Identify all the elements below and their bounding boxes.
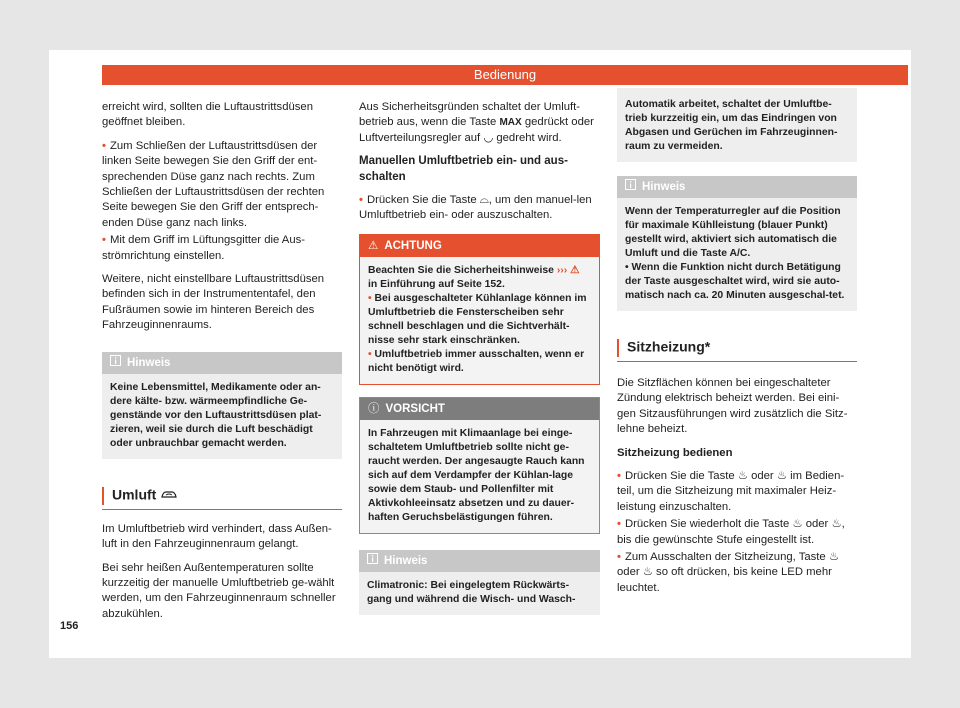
note-body: Keine Lebensmittel, Medikamente oder an-dere kälte- bzw. wärmeempfindliche Ge-genstände vor den Luftaustrittsdüsen plat-zieren, weil sie durch die Luft beschädigt oder unbrauchbar gemacht werden. xyxy=(110,381,322,449)
info-icon xyxy=(367,550,378,572)
list-item: • Umluftbetrieb immer ausschalten, wenn er nicht benötigt wird. xyxy=(368,348,585,374)
note-body: Climatronic: Bei eingelegtem Rückwärts-gang und während die Wisch- und Wasch- xyxy=(367,579,576,605)
list-item: • Drücken Sie wiederholt die Taste ♨ oder ♨, bis die gewünschte Stufe eingestellt ist. xyxy=(617,518,845,546)
section-heading: Umluft xyxy=(102,487,342,510)
seat-heater-icon: ♨ xyxy=(737,470,748,483)
warning-triangle-icon: ⚠ xyxy=(570,264,580,276)
seat-heater-icon: ♨ xyxy=(642,566,653,579)
bullet-icon: • xyxy=(617,470,621,483)
column-right xyxy=(617,88,857,598)
note-header: Hinweis xyxy=(359,550,600,572)
bullet-icon: • xyxy=(617,551,621,564)
max-button-icon: MAX xyxy=(499,117,522,129)
note-box xyxy=(617,176,857,311)
paragraph: Die Sitzflächen können bei eingeschalteter Zündung elektrisch beheizt werden. Bei eini-gen Sitzausführungen wird zusätzlich die Sitz-lehne beheizt. xyxy=(617,377,848,436)
bullet-icon: • xyxy=(359,194,363,207)
paragraph: Aus Sicherheitsgründen schaltet der Umluft-betrieb aus, wenn die Taste MAX gedrückt oder Luftverteilungsregler auf ◡ gedreht wird. xyxy=(359,101,594,144)
windshield-icon: ◡ xyxy=(483,131,494,144)
seat-heater-icon: ♨ xyxy=(792,518,803,531)
seat-heater-icon: ♨ xyxy=(776,470,787,483)
caution-circle-icon: ⓘ xyxy=(368,402,380,415)
note-header: Hinweis xyxy=(102,352,342,374)
note-body: Wenn der Temperaturregler auf die Position für maximale Kühlleistung (blauer Punkt) gestellt wird, aktiviert sich automatisch die Umluft und die Taste A/C. • Wenn die Funktion nicht durch Betätigung der Taste ausgeschaltet wird, wird sie auto-matisch nach ca. 20 Minuten ausgeschal-tet. xyxy=(617,198,857,311)
section-heading: Sitzheizung* xyxy=(617,339,857,362)
subheading: Manuellen Umluftbetrieb ein- und aus-schalten xyxy=(359,155,568,183)
subheading: Sitzheizung bedienen xyxy=(617,446,733,459)
info-icon xyxy=(625,176,636,198)
seat-heater-icon: ♨ xyxy=(831,518,842,531)
list-item: • Wenn die Funktion nicht durch Betätigung der Taste ausgeschaltet wird, wird sie auto-matisch nach ca. 20 Minuten ausgeschal-tet. xyxy=(625,262,845,301)
paragraph: Bei sehr heißen Außentemperaturen sollte kurzzeitig der manuelle Umluftbetrieb ge-wählt werden, um den Fahrzeuginnenraum schneller abzukühlen. xyxy=(102,561,336,620)
list-item: • Zum Ausschalten der Sitzheizung, Taste ♨ oder ♨ so oft drücken, bis keine LED mehr leuchtet. xyxy=(617,551,839,594)
list-item: • Drücken Sie die Taste ♨ oder ♨ im Bedien-teil, um die Sitzheizung mit maximaler Heiz-leistung einzuschalten. xyxy=(617,470,845,513)
caution-box xyxy=(359,397,600,534)
paragraph: Weitere, nicht einstellbare Luftaustrittsdüsen befinden sich in der Instrumententafel, den Fußräumen sowie im hinteren Bereich des Fahrzeuginnenraums. xyxy=(102,273,325,332)
accent-bar xyxy=(617,339,619,357)
seat-heater-icon: ♨ xyxy=(828,551,839,564)
recirculation-car-icon: ⌓ xyxy=(479,194,489,207)
caution-header: ⓘ VORSICHT xyxy=(360,398,599,420)
ac-button-icon: A/C xyxy=(729,248,748,259)
note-body: Automatik arbeitet, schaltet der Umluftbe-trieb kurzzeitig ein, um das Eindringen von Abgasen und Gerüchen im Fahrzeuginnen-raum zu vermeiden. xyxy=(625,99,838,152)
paragraph: erreicht wird, sollten die Luftaustrittsdüsen geöffnet bleiben. xyxy=(102,101,313,129)
paragraph: Im Umluftbetrieb wird verhindert, dass Außen-luft in den Fahrzeuginnenraum gelangt. xyxy=(102,522,332,551)
accent-bar xyxy=(102,487,104,505)
column-left xyxy=(102,100,342,630)
warning-header: ⚠ ACHTUNG xyxy=(360,235,599,257)
note-box xyxy=(102,352,342,459)
manual-page xyxy=(49,50,911,658)
list-item: • Drücken Sie die Taste ⌓, um den manuel-len Umluftbetrieb ein- oder auszuschalten. xyxy=(359,194,592,222)
list-item: • Bei ausgeschalteter Kühlanlage können im Umluftbetrieb die Fensterscheiben sehr schnell beschlagen und die Sichtverhält-nisse sehr stark einschränken. xyxy=(368,292,587,346)
note-header: Hinweis xyxy=(617,176,857,198)
list-item: • Zum Schließen der Luftaustrittsdüsen der linken Seite bewegen Sie den Griff der ent-sprechenden Düse ganz nach rechts. Zum Schließen der Luftaustrittsdüsen der rechten Seite bewegen Sie den Griff der entsprech-enden Düse ganz nach links. xyxy=(102,139,325,229)
bullet-icon: • xyxy=(102,234,106,247)
page-header: Bedienung xyxy=(102,65,908,85)
info-icon xyxy=(110,352,121,374)
warning-box xyxy=(359,234,600,385)
column-middle xyxy=(359,100,600,615)
caution-body: In Fahrzeugen mit Klimaanlage bei einge-schaltetem Umluftbetrieb sollte nicht ge-raucht werden. Der angesaugte Rauch kann sich auf dem Verdampfer der Kühlan-lage sowie dem Staub- und Pollenfilter mit Aktivkohleeinsatz absetzen und zu dauer-haften Geruchsbelästigungen führen. xyxy=(368,427,585,523)
bullet-icon: • xyxy=(102,139,106,152)
note-box xyxy=(359,550,600,615)
page-number: 156 xyxy=(60,620,79,632)
list-item: • Mit dem Griff im Lüftungsgitter die Aus-strömrichtung einstellen. xyxy=(102,234,306,262)
bullet-icon: • xyxy=(617,518,621,531)
warning-body: Beachten Sie die Sicherheitshinweise ››› ⚠ in Einführung auf Seite 152. • Bei ausgeschalteter Kühlanlage können im Umluftbetrieb die Fensterscheiben sehr schnell beschlagen und die Sichtverhält-nisse sehr stark einschränken. • Umluftbetrieb immer ausschalten, wenn er nicht benötigt wird. xyxy=(360,257,599,384)
recirculation-car-icon xyxy=(160,486,178,502)
warning-triangle-icon: ⚠ xyxy=(368,239,379,252)
note-box-continued xyxy=(617,88,857,162)
